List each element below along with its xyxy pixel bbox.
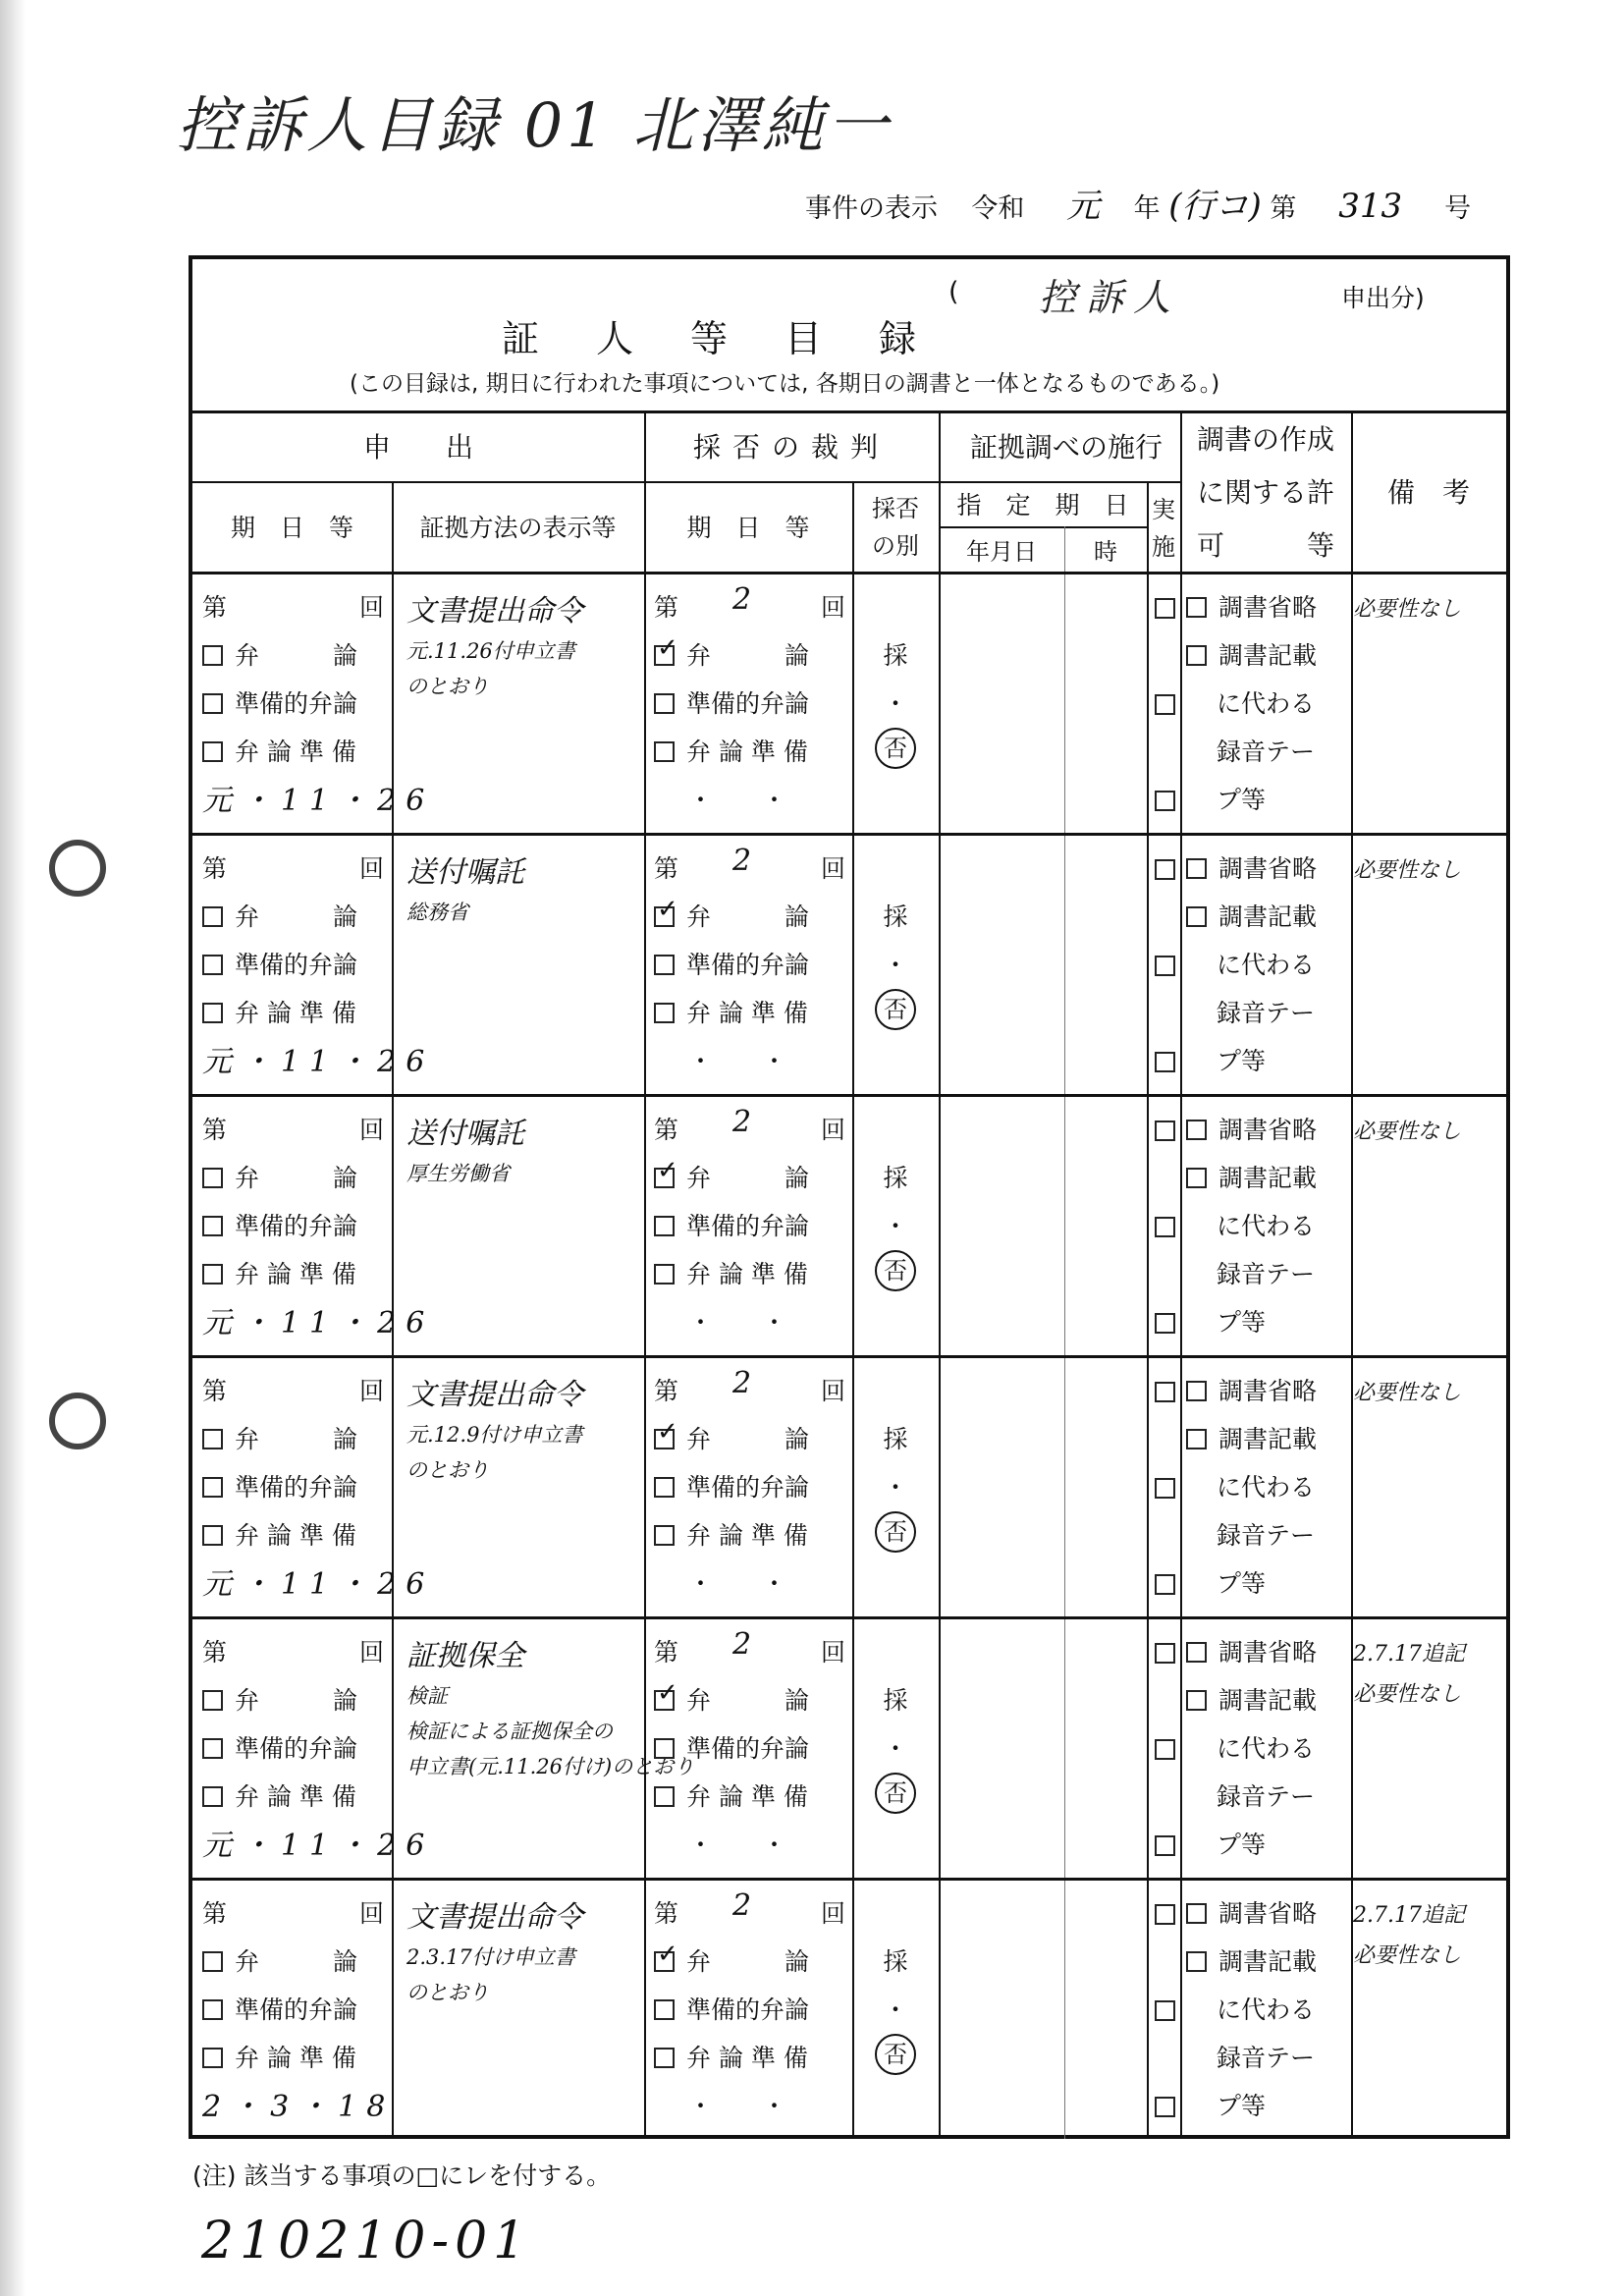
col-jisshi-2: 施: [1152, 532, 1175, 561]
application-date: 2・3・18: [202, 2090, 396, 2124]
col-saihi-kijitsu: 期 日 等: [686, 514, 810, 542]
benron-label: 弁 論: [235, 1164, 358, 1192]
remarks-line: 必要性なし: [1353, 1682, 1462, 1707]
rokuon-label: 録音テー: [1217, 738, 1316, 766]
checkbox[interactable]: [1155, 1574, 1175, 1595]
checkbox[interactable]: [1186, 858, 1207, 879]
remarks-line: 2.7.17追記: [1353, 1642, 1465, 1667]
remarks-line: 2.7.17追記: [1353, 1903, 1465, 1928]
benron-junbi-label: 弁 論 準 備: [235, 1260, 356, 1288]
col-shouko: 証拠方法の表示等: [419, 514, 617, 542]
checkbox[interactable]: [1155, 1478, 1175, 1499]
checkbox-checked[interactable]: [654, 1429, 675, 1449]
kai-label: 回: [821, 1377, 846, 1405]
kai-label: 回: [821, 1638, 846, 1667]
checkbox[interactable]: [654, 1786, 675, 1807]
kai-label: 回: [359, 1899, 385, 1928]
benron-junbi-label: 弁 論 準 備: [686, 1782, 808, 1811]
benron-label: 弁 論: [235, 1947, 358, 1976]
evidence-line: 検証: [406, 1684, 448, 1708]
pu-tou-label: プ等: [1217, 2092, 1267, 2120]
checkbox[interactable]: [1155, 1904, 1175, 1925]
kai-label: 回: [359, 1638, 385, 1667]
pu-tou-label: プ等: [1217, 1831, 1267, 1859]
junbiteki-label: 準備的弁論: [235, 951, 358, 979]
benron-label: 弁 論: [235, 1686, 358, 1715]
case-label: 事件の表示: [805, 193, 938, 224]
pu-tou-label: プ等: [1217, 786, 1267, 814]
col-shitei: 指 定 期 日: [956, 491, 1129, 519]
benron-label: 弁 論: [686, 1164, 810, 1192]
ruling-session-number: 2: [732, 1888, 762, 1923]
ruling-session-number: 2: [732, 582, 762, 617]
case-era: 令和: [971, 193, 1025, 224]
adopt-label: 採: [883, 641, 908, 670]
checkbox[interactable]: [202, 1168, 223, 1188]
junbiteki-label: 準備的弁論: [235, 1473, 358, 1502]
evidence-description: [406, 1631, 695, 1780]
checkbox[interactable]: [654, 693, 675, 714]
table-row: [192, 833, 1506, 1094]
checkbox[interactable]: [1186, 1381, 1207, 1401]
checkbox[interactable]: [202, 1216, 223, 1236]
pu-tou-label: プ等: [1217, 1047, 1267, 1075]
separator: ・: [883, 1473, 908, 1502]
checkbox[interactable]: [1155, 2097, 1175, 2117]
evidence-line: 文書提出命令: [406, 1378, 583, 1412]
checkbox[interactable]: [1186, 1429, 1207, 1449]
remarks-line: 必要性なし: [1353, 1381, 1462, 1405]
binder-ring: [49, 1393, 106, 1449]
evidence-line: 元.12.9付け申立書: [406, 1423, 583, 1447]
form-title: 証人等目録: [502, 317, 974, 360]
dai-label: 第: [654, 593, 679, 622]
separator: ・: [883, 689, 908, 718]
application-date: 元・11・26: [202, 1829, 435, 1863]
checkbox-checked[interactable]: [654, 1168, 675, 1188]
checkbox[interactable]: [1186, 597, 1207, 618]
evidence-line: 送付嘱託: [406, 855, 524, 890]
checkbox[interactable]: [654, 2048, 675, 2068]
checkbox-checked[interactable]: [654, 906, 675, 927]
chousho-shoryaku-label: 調書省略: [1218, 1377, 1318, 1405]
remarks: [1353, 1637, 1465, 1708]
header-paren: (: [948, 277, 959, 307]
chousho-kisai-label: 調書記載: [1218, 902, 1318, 931]
benron-junbi-label: 弁 論 準 備: [235, 2044, 356, 2072]
checkbox[interactable]: [1155, 1835, 1175, 1856]
kai-label: 回: [359, 1377, 385, 1405]
blank-date: ・ ・: [688, 1569, 787, 1598]
checkbox[interactable]: [202, 693, 223, 714]
checkbox[interactable]: [202, 645, 223, 666]
evidence-line: のとおり: [406, 675, 489, 698]
kai-label: 回: [821, 854, 846, 883]
col-moushide: 申 出: [362, 431, 473, 464]
reject-circled: 否: [875, 1250, 916, 1291]
table-row: [192, 1355, 1506, 1616]
case-display: [805, 179, 1471, 227]
checkbox[interactable]: [202, 2048, 223, 2068]
checkbox[interactable]: [1155, 694, 1175, 715]
checkbox-checked[interactable]: [654, 1690, 675, 1711]
checkbox[interactable]: [202, 1786, 223, 1807]
header-party: 控訴人: [1039, 276, 1181, 319]
chousho-shoryaku-label: 調書省略: [1218, 1638, 1318, 1667]
kai-label: 回: [821, 1116, 846, 1144]
kawaru-label: に代わる: [1217, 1473, 1316, 1502]
table-row: [192, 572, 1506, 833]
rule: [192, 481, 1180, 483]
checkbox[interactable]: [654, 741, 675, 762]
chousho-shoryaku-label: 調書省略: [1218, 593, 1318, 622]
reject-circled: 否: [875, 1773, 916, 1814]
checkbox[interactable]: [202, 1429, 223, 1449]
header-applicant-suffix: 申出分): [1341, 284, 1425, 312]
benron-junbi-label: 弁 論 準 備: [686, 999, 808, 1027]
dai-label: 第: [654, 1116, 679, 1144]
checkbox[interactable]: [654, 1264, 675, 1285]
checkbox[interactable]: [1186, 906, 1207, 927]
reject-circled: 否: [875, 2034, 916, 2075]
separator: ・: [883, 1212, 908, 1240]
rokuon-label: 録音テー: [1217, 2044, 1316, 2072]
table-row: [192, 1616, 1506, 1878]
evidence-description: [406, 847, 647, 932]
col-shikou: 証拠調べの施行: [969, 431, 1163, 464]
evidence-description: [406, 1892, 647, 2012]
col-saihi-betsu-2: の別: [872, 531, 919, 560]
rokuon-label: 録音テー: [1217, 1260, 1316, 1288]
ruling-session-number: 2: [732, 1627, 762, 1662]
benron-label: 弁 論: [235, 902, 358, 931]
checkbox[interactable]: [654, 1477, 675, 1498]
checkbox[interactable]: [654, 1003, 675, 1023]
col-ji: 時: [1094, 537, 1117, 566]
junbiteki-label: 準備的弁論: [686, 1212, 810, 1240]
pu-tou-label: プ等: [1217, 1308, 1267, 1337]
remarks-line: 必要性なし: [1353, 1943, 1462, 1968]
kai-label: 回: [359, 854, 385, 883]
checkbox[interactable]: [202, 955, 223, 975]
rokuon-label: 録音テー: [1217, 1782, 1316, 1811]
evidence-line: 文書提出命令: [406, 1900, 583, 1935]
kai-label: 回: [821, 1899, 846, 1928]
chousho-kisai-label: 調書記載: [1218, 1164, 1318, 1192]
dai-label: 第: [202, 1899, 228, 1928]
dai-label: 第: [654, 854, 679, 883]
case-year-suffix: 年: [1133, 193, 1161, 224]
page-edge-shadow: [0, 0, 26, 2296]
col-jisshi-1: 実: [1152, 495, 1175, 523]
ruling-session-number: 2: [732, 1366, 762, 1400]
application-date: 元・11・26: [202, 1306, 435, 1340]
kawaru-label: に代わる: [1217, 1995, 1316, 2024]
remarks-line: 必要性なし: [1353, 1120, 1462, 1144]
evidence-description: [406, 1109, 647, 1193]
junbiteki-label: 準備的弁論: [686, 1734, 810, 1763]
evidence-line: 証拠保全: [406, 1639, 524, 1673]
remarks: [1353, 1376, 1461, 1416]
benron-junbi-label: 弁 論 準 備: [235, 1782, 356, 1811]
benron-junbi-label: 弁 論 準 備: [686, 2044, 808, 2072]
reject-circled: 否: [875, 989, 916, 1030]
remarks: [1353, 1898, 1465, 1969]
dai-label: 第: [202, 1116, 228, 1144]
checkbox[interactable]: [654, 1216, 675, 1236]
checkbox[interactable]: [1155, 1382, 1175, 1402]
evidence-line: 厚生労働省: [406, 1162, 510, 1185]
case-number: 313: [1338, 187, 1403, 226]
kawaru-label: に代わる: [1217, 1734, 1316, 1763]
evidence-line: のとおり: [406, 1981, 489, 2004]
adopt-label: 採: [883, 1164, 908, 1192]
checkbox[interactable]: [1155, 1643, 1175, 1664]
kai-label: 回: [359, 593, 385, 622]
kai-label: 回: [821, 593, 846, 622]
case-type: (行コ): [1168, 187, 1262, 226]
junbiteki-label: 準備的弁論: [686, 689, 810, 718]
evidence-line: 文書提出命令: [406, 594, 583, 629]
evidence-line: 検証による証拠保全の: [406, 1720, 613, 1743]
evidence-line: 2.3.17付け申立書: [406, 1945, 575, 1969]
binder-ring: [49, 840, 106, 897]
checkbox[interactable]: [1186, 1903, 1207, 1924]
junbiteki-label: 準備的弁論: [235, 1734, 358, 1763]
col-chousho-3: 可 等: [1196, 529, 1334, 562]
kai-label: 回: [359, 1116, 385, 1144]
checkbox[interactable]: [1155, 1739, 1175, 1760]
dai-label: 第: [202, 1377, 228, 1405]
form-header: [192, 259, 1506, 413]
chousho-shoryaku-label: 調書省略: [1218, 1899, 1318, 1928]
checkbox[interactable]: [1155, 859, 1175, 880]
checkbox[interactable]: [1186, 1168, 1207, 1188]
junbiteki-label: 準備的弁論: [235, 689, 358, 718]
form-note: (この目録は, 期日に行われた事項については, 各期日の調書と一体となるものである。): [350, 371, 1220, 397]
application-date: 元・11・26: [202, 1045, 435, 1079]
dai-label: 第: [202, 593, 228, 622]
evidence-description: [406, 586, 647, 706]
stamp-number: 210210-01: [201, 2212, 532, 2270]
benron-label: 弁 論: [235, 1425, 358, 1453]
dai-label: 第: [654, 1899, 679, 1928]
adopt-label: 採: [883, 1686, 908, 1715]
checkbox[interactable]: [654, 1525, 675, 1546]
benron-junbi-label: 弁 論 準 備: [686, 738, 808, 766]
separator: ・: [883, 951, 908, 979]
evidence-description: [406, 1370, 647, 1490]
dai-label: 第: [202, 854, 228, 883]
col-saihi-betsu-1: 採否: [872, 494, 919, 522]
witness-list-form: [189, 255, 1510, 2139]
checkbox[interactable]: [202, 741, 223, 762]
chousho-kisai-label: 調書記載: [1218, 1686, 1318, 1715]
chousho-shoryaku-label: 調書省略: [1218, 854, 1318, 883]
ruling-session-number: 2: [732, 844, 762, 878]
junbiteki-label: 準備的弁論: [686, 951, 810, 979]
benron-junbi-label: 弁 論 準 備: [235, 738, 356, 766]
junbiteki-label: 準備的弁論: [686, 1473, 810, 1502]
benron-junbi-label: 弁 論 準 備: [235, 999, 356, 1027]
checkbox[interactable]: [1155, 598, 1175, 619]
checkbox[interactable]: [202, 1999, 223, 2020]
checkbox[interactable]: [1155, 2000, 1175, 2021]
reject-circled: 否: [875, 728, 916, 769]
adopt-label: 採: [883, 1425, 908, 1453]
col-bikou: 備 考: [1386, 476, 1470, 509]
checkbox[interactable]: [202, 1951, 223, 1972]
chousho-kisai-label: 調書記載: [1218, 1947, 1318, 1976]
checkbox[interactable]: [654, 955, 675, 975]
remarks-line: 必要性なし: [1353, 597, 1462, 622]
evidence-line: 申立書(元.11.26付け)のとおり: [406, 1755, 695, 1778]
dai-label: 第: [654, 1377, 679, 1405]
checkbox[interactable]: [1155, 1313, 1175, 1334]
rokuon-label: 録音テー: [1217, 1521, 1316, 1550]
checkbox[interactable]: [202, 1690, 223, 1711]
col-kijitsu: 期 日 等: [230, 514, 353, 542]
blank-date: ・ ・: [688, 1047, 787, 1075]
ruling-session-number: 2: [732, 1105, 762, 1139]
benron-label: 弁 論: [686, 1947, 810, 1976]
benron-junbi-label: 弁 論 準 備: [235, 1521, 356, 1550]
checkbox[interactable]: [1155, 1121, 1175, 1141]
col-chousho-2: に関する許: [1196, 476, 1334, 509]
junbiteki-label: 準備的弁論: [235, 1212, 358, 1240]
separator: ・: [883, 1995, 908, 2024]
blank-date: ・ ・: [688, 1831, 787, 1859]
evidence-line: のとおり: [406, 1458, 489, 1482]
benron-label: 弁 論: [686, 1425, 810, 1453]
adopt-label: 採: [883, 902, 908, 931]
checkbox[interactable]: [202, 1525, 223, 1546]
checkbox-checked[interactable]: [654, 645, 675, 666]
case-go: 号: [1444, 193, 1472, 224]
handwritten-title: 控訴人目録 01 北澤純一: [177, 89, 893, 161]
chousho-shoryaku-label: 調書省略: [1218, 1116, 1318, 1144]
application-date: 元・11・26: [202, 784, 435, 818]
remarks-line: 必要性なし: [1353, 858, 1462, 883]
footnote: (注) 該当する事項の□にレを付する。: [192, 2161, 612, 2190]
checkbox[interactable]: [1155, 791, 1175, 811]
kawaru-label: に代わる: [1217, 951, 1316, 979]
table-row: [192, 1878, 1506, 2139]
checkbox[interactable]: [1186, 645, 1207, 666]
chousho-kisai-label: 調書記載: [1218, 1425, 1318, 1453]
adopt-label: 採: [883, 1947, 908, 1976]
blank-date: ・ ・: [688, 2092, 787, 2120]
table-row: [192, 1094, 1506, 1355]
col-chousho-1: 調書の作成: [1196, 423, 1334, 456]
checkbox[interactable]: [202, 1738, 223, 1759]
pu-tou-label: プ等: [1217, 1569, 1267, 1598]
checkbox[interactable]: [202, 1264, 223, 1285]
kawaru-label: に代わる: [1217, 689, 1316, 718]
kawaru-label: に代わる: [1217, 1212, 1316, 1240]
remarks: [1353, 1115, 1461, 1155]
checkbox[interactable]: [1186, 1120, 1207, 1140]
col-saihi: 採否の裁判: [692, 431, 890, 464]
case-dai: 第: [1270, 193, 1297, 224]
evidence-line: 送付嘱託: [406, 1117, 524, 1151]
rule: [939, 526, 1147, 528]
checkbox-checked[interactable]: [654, 1951, 675, 1972]
checkbox[interactable]: [1155, 1217, 1175, 1237]
checkbox[interactable]: [654, 1738, 675, 1759]
junbiteki-label: 準備的弁論: [235, 1995, 358, 2024]
evidence-line: 元.11.26付申立書: [406, 639, 575, 663]
checkbox[interactable]: [202, 906, 223, 927]
blank-date: ・ ・: [688, 1308, 787, 1337]
checkbox[interactable]: [202, 1003, 223, 1023]
benron-label: 弁 論: [686, 1686, 810, 1715]
checkbox[interactable]: [1186, 1951, 1207, 1972]
blank-date: ・ ・: [688, 786, 787, 814]
remarks: [1353, 853, 1461, 894]
chousho-kisai-label: 調書記載: [1218, 641, 1318, 670]
dai-label: 第: [654, 1638, 679, 1667]
benron-label: 弁 論: [235, 641, 358, 670]
reject-circled: 否: [875, 1511, 916, 1553]
benron-label: 弁 論: [686, 641, 810, 670]
separator: ・: [883, 1734, 908, 1763]
checkbox[interactable]: [202, 1477, 223, 1498]
checkbox[interactable]: [1186, 1690, 1207, 1711]
benron-label: 弁 論: [686, 902, 810, 931]
checkbox[interactable]: [1155, 1052, 1175, 1072]
junbiteki-label: 準備的弁論: [686, 1995, 810, 2024]
rokuon-label: 録音テー: [1217, 999, 1316, 1027]
checkbox[interactable]: [1155, 956, 1175, 976]
col-nengappi: 年月日: [966, 537, 1037, 566]
benron-junbi-label: 弁 論 準 備: [686, 1521, 808, 1550]
remarks: [1353, 592, 1461, 632]
application-date: 元・11・26: [202, 1567, 435, 1602]
evidence-line: 総務省: [406, 901, 468, 924]
checkbox[interactable]: [1186, 1642, 1207, 1663]
dai-label: 第: [202, 1638, 228, 1667]
checkbox[interactable]: [654, 1999, 675, 2020]
case-year: 元: [1066, 187, 1101, 226]
benron-junbi-label: 弁 論 準 備: [686, 1260, 808, 1288]
